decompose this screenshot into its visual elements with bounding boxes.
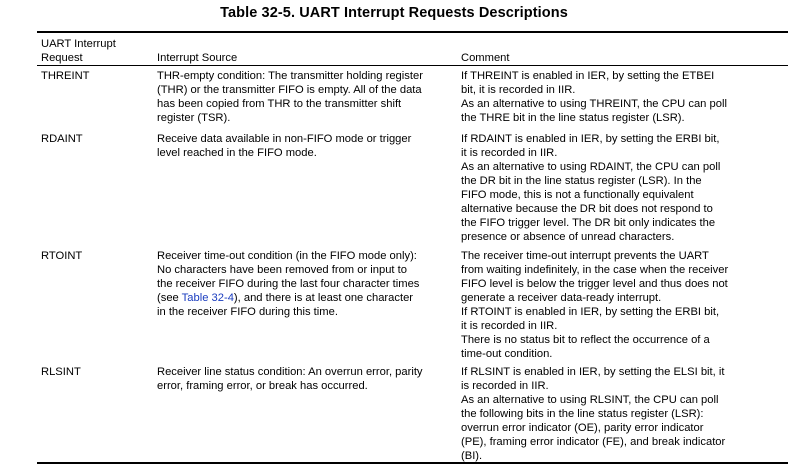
- row-rdaint-source: Receive data available in non-FIFO mode or trigger level reached in the FIFO mode.: [157, 133, 412, 159]
- row-rtoint-comment: The receiver time-out interrupt prevents the UART from waiting indefinitely, in the case when the receiver FIFO level is below the trigger level and thus does not generate a receiver data-ready interrupt. If RTOINT is enabled in IER, by setting the ERBI bit, it is recorded in IIR. There is no status bit to reflect the occurrence of a time-out condition.: [461, 250, 729, 360]
- row-threint-comment: If THREINT is enabled in IER, by setting the ETBEI bit, it is recorded in IIR. As an alternative to using THREINT, the CPU can poll the THRE bit in the line status register (LSR).: [461, 70, 727, 124]
- row-threint-source: THR-empty condition: The transmitter holding register (THR) or the transmitter FIFO is empty. All of the data has been copied from THR to the transmitter shift register (TSR).: [157, 70, 423, 124]
- row-rtoint-source: Receiver time-out condition (in the FIFO mode only): No characters have been removed from or input to the receiver FIFO during the last four character times (see Table 32-4), and there is at least one character in the receiver FIFO during this time.: [157, 250, 420, 318]
- table-header-rule: [37, 65, 788, 66]
- row-rtoint-request: RTOINT: [41, 250, 83, 262]
- table-top-rule: [37, 31, 788, 33]
- table-title: Table 32-5. UART Interrupt Requests Descriptions: [220, 5, 568, 21]
- row-rlsint-comment: If RLSINT is enabled in IER, by setting the ELSI bit, it is recorded in IIR. As an alternative to using RLSINT, the CPU can poll the following bits in the line status register (LSR): overrun error indicator (OE), parity error indicator (PE), framing error indicator (FE), and break indicator (BI).: [461, 366, 726, 462]
- row-rdaint-request: RDAINT: [41, 133, 83, 145]
- row-threint-request: THREINT: [41, 70, 90, 82]
- header-comment: Comment: [461, 52, 510, 64]
- row-rlsint-source: Receiver line status condition: An overrun error, parity error, framing error, or break has occurred.: [157, 366, 423, 392]
- header-interrupt-source: Interrupt Source: [157, 52, 238, 64]
- row-rlsint-request: RLSINT: [41, 366, 81, 378]
- row-rdaint-comment: If RDAINT is enabled in IER, by setting the ERBI bit, it is recorded in IIR. As an alternative to using RDAINT, the CPU can poll the DR bit in the line status register (LSR). In the FIFO mode, this is not a functionally equivalent alternative because the DR bit does not respond to the FIFO trigger level. The DR bit only indicates the presence or absence of unread characters.: [461, 133, 721, 243]
- table-32-4-link[interactable]: Table 32-4: [181, 292, 234, 304]
- header-request: UART Interrupt Request: [41, 38, 116, 64]
